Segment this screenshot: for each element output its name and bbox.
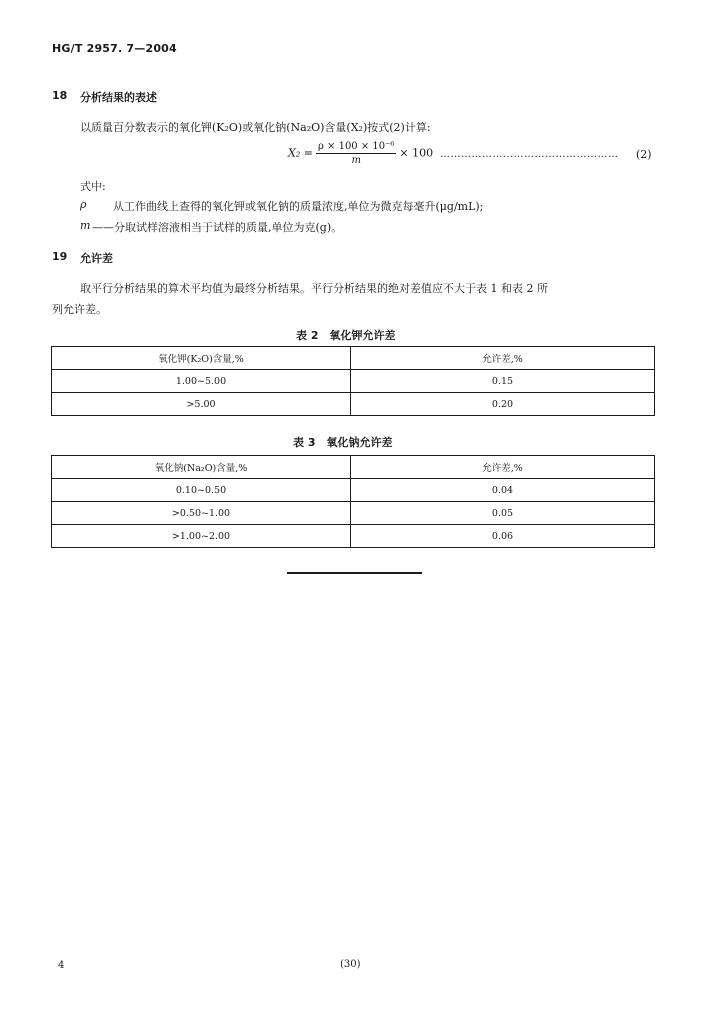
symbol-rho: ρ bbox=[80, 198, 87, 211]
table-header-row bbox=[52, 347, 655, 370]
table-cell: 0.15 bbox=[351, 370, 655, 393]
section-18-intro: 以质量百分数表示的氧化钾(K₂O)或氧化钠(Na₂O)含量(X₂)按式(2)计算: bbox=[80, 121, 431, 134]
table-3 bbox=[51, 455, 655, 548]
equation-number: (2) bbox=[636, 148, 652, 161]
section-18-number: 18 bbox=[52, 89, 68, 102]
table-header-cell: 允许差,% bbox=[351, 347, 655, 370]
section-19-paragraph-line2: 列允许差。 bbox=[52, 303, 107, 316]
table-row bbox=[52, 525, 655, 548]
symbol-m: m bbox=[80, 219, 91, 232]
formula-tail: × 100 bbox=[399, 146, 434, 160]
section-19-paragraph-line1: 取平行分析结果的算术平均值为最终分析结果。平行分析结果的绝对差值应不大于表 1 和表 2 所 bbox=[80, 282, 548, 295]
table-row bbox=[52, 393, 655, 416]
section-19-number: 19 bbox=[52, 250, 68, 263]
table-row bbox=[52, 502, 655, 525]
table-cell: 1.00~5.00 bbox=[52, 370, 351, 393]
formula-leader-dots: …………………………………………… bbox=[440, 149, 619, 160]
table-row bbox=[52, 479, 655, 502]
table-row bbox=[52, 370, 655, 393]
table-3-caption: 表 3 氧化钠允许差 bbox=[293, 436, 393, 449]
where-label: 式中: bbox=[80, 180, 106, 193]
table-cell: 0.06 bbox=[351, 525, 655, 548]
definition-m: ——分取试样溶液相当于试样的质量,单位为克(g)。 bbox=[92, 221, 343, 234]
section-18-title: 分析结果的表述 bbox=[80, 91, 157, 104]
table-cell: 0.05 bbox=[351, 502, 655, 525]
section-19-title: 允许差 bbox=[80, 252, 113, 265]
table-cell: >1.00~2.00 bbox=[52, 525, 351, 548]
table-header-cell: 氧化钾(K₂O)含量,% bbox=[52, 347, 351, 370]
center-page-mark: (30) bbox=[340, 959, 361, 970]
formula-denominator: m bbox=[351, 155, 361, 166]
table-header-row bbox=[52, 456, 655, 479]
end-rule bbox=[287, 572, 422, 574]
page-number: 4 bbox=[58, 960, 65, 971]
formula-fraction bbox=[316, 141, 396, 166]
table-header-cell: 氧化钠(Na₂O)含量,% bbox=[52, 456, 351, 479]
formula-numerator: ρ × 100 × 10⁻⁶ bbox=[317, 141, 395, 152]
table-cell: >0.50~1.00 bbox=[52, 502, 351, 525]
standard-code: HG/T 2957. 7—2004 bbox=[52, 42, 177, 55]
table-2 bbox=[51, 346, 655, 416]
table-cell: 0.20 bbox=[351, 393, 655, 416]
formula-lhs: X₂ = bbox=[288, 146, 313, 160]
definition-rho: 从工作曲线上查得的氧化钾或氧化钠的质量浓度,单位为微克每毫升(μg/mL); bbox=[113, 200, 484, 213]
formula-2 bbox=[288, 141, 433, 166]
table-header-cell: 允许差,% bbox=[351, 456, 655, 479]
table-2-caption: 表 2 氧化钾允许差 bbox=[296, 329, 396, 342]
table-cell: 0.04 bbox=[351, 479, 655, 502]
table-cell: 0.10~0.50 bbox=[52, 479, 351, 502]
table-cell: >5.00 bbox=[52, 393, 351, 416]
